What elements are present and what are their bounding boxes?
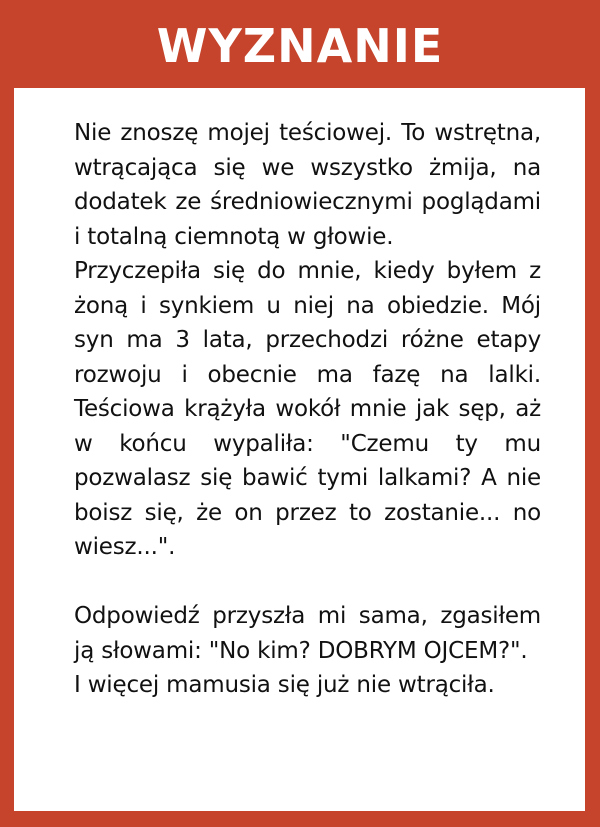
confession-card	[14, 88, 585, 811]
paragraph-1: Nie znoszę mojej teściowej. To wstrętna, wtrącająca się we wszystko żmija, na dodatek ze średniowiecznymi poglądami i totalną ciemnotą w głowie.	[74, 120, 541, 250]
header-banner	[0, 0, 600, 88]
page-title: WYZNANIE	[156, 19, 444, 73]
paragraph-2: Przyczepiła się do mnie, kiedy byłem z żoną i synkiem u niej na obiedzie. Mój syn ma 3 lata, przechodzi różne etapy rozwoju i obecnie ma fazę na lalki. Teściowa krążyła wokół mnie jak sęp, aż w końcu wypaliła: "Czemu ty mu pozwalasz się bawić tymi lalkami? A nie boisz się, że on przez to zostanie... no wiesz...".	[74, 258, 541, 560]
paragraph-3: Odpowiedź przyszła mi sama, zgasiłem ją słowami: "No kim? DOBRYM OJCEM?".	[74, 603, 541, 664]
paragraph-4: I więcej mamusia się już nie wtrąciła.	[74, 672, 495, 698]
